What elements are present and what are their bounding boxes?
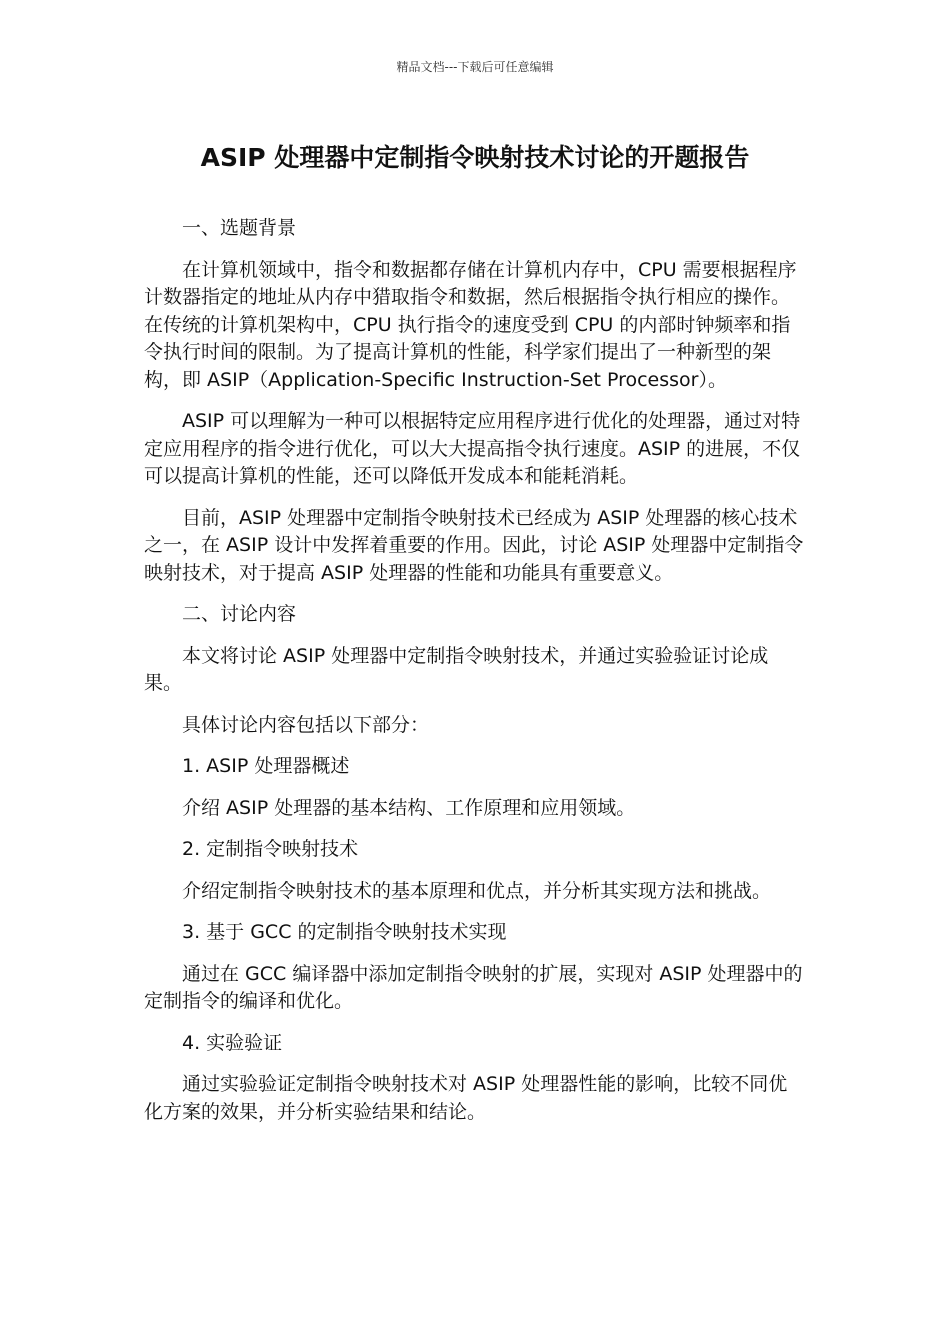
body-paragraph: ASIP 可以理解为一种可以根据特定应用程序进行优化的处理器，通过对特定应用程序的指令进行优化，可以大大提高指令执行速度。ASIP 的进展，不仅可以提高计算机的性能，还可以降低开发成本和能耗消耗。 [144,410,801,487]
body-paragraph: 具体讨论内容包括以下部分： [182,713,430,736]
body-paragraph: 通过在 GCC 编译器中添加定制指令映射的扩展，实现对 ASIP 处理器中的定制指令的编译和优化。 [144,962,803,1012]
section-heading-content: 二、讨论内容 [182,603,297,625]
subsection-heading-asip-overview: 1. ASIP 处理器概述 [182,755,350,777]
body-paragraph: 介绍 ASIP 处理器的基本结构、工作原理和应用领域。 [182,796,636,819]
body-paragraph: 介绍定制指令映射技术的基本原理和优点，并分析其实现方法和挑战。 [182,879,772,902]
page-header-watermark: 精品文档---下载后可任意编辑 [396,60,554,74]
document-body [144,215,806,1140]
section-heading-background: 一、选题背景 [182,217,297,239]
subsection-heading-gcc-implementation: 3. 基于 GCC 的定制指令映射技术实现 [182,921,507,943]
body-paragraph: 本文将讨论 ASIP 处理器中定制指令映射技术，并通过实验验证讨论成果。 [144,644,769,694]
subsection-heading-experiment: 4. 实验验证 [182,1031,283,1054]
subsection-heading-mapping-technique: 2. 定制指令映射技术 [182,838,359,860]
body-paragraph: 通过实验验证定制指令映射技术对 ASIP 处理器性能的影响，比较不同优化方案的效果，并分析实验结果和结论。 [144,1073,788,1123]
document-title: ASIP 处理器中定制指令映射技术讨论的开题报告 [200,143,750,172]
body-paragraph: 在计算机领域中，指令和数据都存储在计算机内存中，CPU 需要根据程序计数器指定的地址从内存中猎取指令和数据，然后根据指令执行相应的操作。在传统的计算机架构中，CPU 执行指令的速度受到 CPU 的内部时钟频率和指令执行时间的限制。为了提高计算机的性能，科学家们提出了一种新型的架构，即 ASIP（Application-Specific Instruction-Set Processor）。 [144,258,797,391]
body-paragraph: 目前，ASIP 处理器中定制指令映射技术已经成为 ASIP 处理器的核心技术之一，在 ASIP 设计中发挥着重要的作用。因此，讨论 ASIP 处理器中定制指令映射技术，对于提高 ASIP 处理器的性能和功能具有重要意义。 [144,506,804,584]
